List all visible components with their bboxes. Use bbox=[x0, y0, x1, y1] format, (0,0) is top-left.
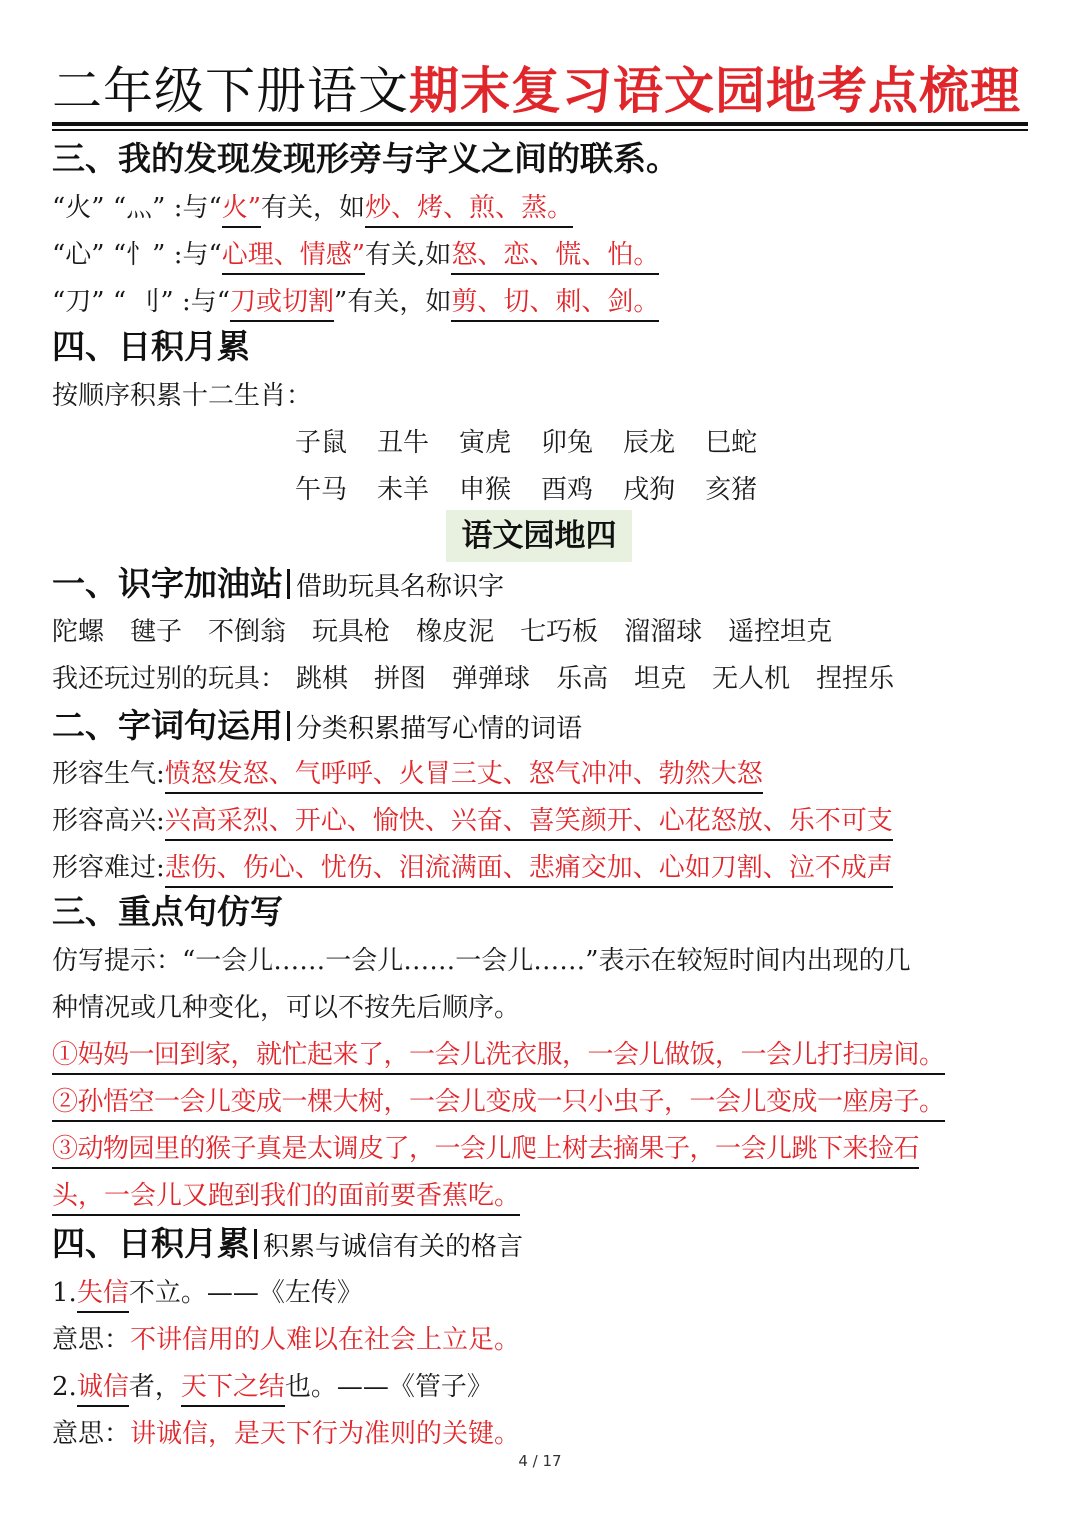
radical-row bbox=[52, 282, 659, 322]
imitation-hint-line-1: 仿写提示：“一会儿……一会儿……一会儿……”表示在较短时间内出现的几 bbox=[52, 946, 911, 976]
example-text: 头，一会儿又跑到我们的面前要香蕉吃。 bbox=[52, 1178, 520, 1216]
zodiac-item: 子鼠 bbox=[295, 428, 348, 458]
heading-divider bbox=[287, 711, 290, 741]
meaning-text: 不讲信用的人难以在社会上立足。 bbox=[130, 1325, 521, 1355]
toy-item: 跳棋 bbox=[296, 664, 349, 694]
radical-examples: 炒、烤、煎、蒸。 bbox=[365, 190, 573, 228]
example-text: ①妈妈一回到家，就忙起来了，一会儿洗衣服，一会儿做饭，一会儿打扫房间。 bbox=[52, 1037, 945, 1075]
literacy-heading bbox=[52, 562, 504, 609]
proverb-answer: 失信 bbox=[77, 1275, 129, 1313]
zodiac-item: 卯兔 bbox=[541, 428, 594, 458]
section-accumulate-heading: 四、日积月累 bbox=[52, 327, 250, 366]
example-sentence-1 bbox=[52, 1032, 945, 1078]
proverb-answer: 诚信 bbox=[77, 1369, 129, 1407]
proverb-number: 2. bbox=[52, 1372, 77, 1402]
zodiac-item: 申猴 bbox=[459, 475, 512, 505]
other-toy-label: 我还玩过别的玩具： bbox=[52, 664, 287, 694]
toy-item: 遥控坦克 bbox=[728, 617, 833, 647]
mood-label: 形容生气: bbox=[52, 759, 165, 789]
toy-item: 不倒翁 bbox=[208, 617, 287, 647]
proverb-2 bbox=[52, 1367, 493, 1407]
radical-mid: ”有关，如 bbox=[334, 287, 452, 317]
zodiac-intro: 按顺序积累十二生肖： bbox=[52, 381, 313, 411]
toy-item: 拼图 bbox=[374, 664, 427, 694]
proverb-mid: 者， bbox=[128, 1372, 181, 1402]
zodiac-item: 辰龙 bbox=[623, 428, 676, 458]
imitation-hint-line-2: 种情况或几种变化，可以不按先后顺序。 bbox=[52, 993, 521, 1023]
mood-label: 形容难过: bbox=[52, 853, 165, 883]
radical-mid: 有关，如 bbox=[261, 193, 366, 223]
zodiac-item: 亥猪 bbox=[705, 475, 758, 505]
zodiac-item: 未羊 bbox=[377, 475, 430, 505]
zodiac-item: 丑牛 bbox=[377, 428, 430, 458]
zodiac-item: 午马 bbox=[295, 475, 348, 505]
example-text: ②孙悟空一会儿变成一棵大树，一会儿变成一只小虫子，一会儿变成一座房子。 bbox=[52, 1084, 945, 1122]
heading-divider bbox=[287, 569, 290, 599]
title-rule-thick bbox=[52, 122, 1028, 126]
radical-examples: 剪、切、刺、剑。 bbox=[451, 284, 659, 322]
radical-answer: 火” bbox=[222, 190, 261, 228]
meaning-label: 意思： bbox=[52, 1419, 131, 1449]
imitation-heading: 三、重点句仿写 bbox=[52, 892, 283, 931]
toy-list bbox=[52, 612, 858, 652]
zodiac-item: 寅虎 bbox=[459, 428, 512, 458]
literacy-subheading: 借助玩具名称识字 bbox=[296, 572, 505, 602]
radical-examples: 怒、恋、慌、怕。 bbox=[451, 237, 659, 275]
zodiac-item: 巳蛇 bbox=[705, 428, 758, 458]
mood-row bbox=[52, 754, 763, 794]
mood-row bbox=[52, 848, 893, 888]
other-toy-list bbox=[52, 659, 920, 699]
mood-label: 形容高兴: bbox=[52, 806, 165, 836]
meaning-label: 意思： bbox=[52, 1325, 131, 1355]
proverb-rest: 也。——《管子》 bbox=[284, 1372, 493, 1402]
example-text: ③动物园里的猴子真是太调皮了，一会儿爬上树去摘果子，一会儿跳下来捡石 bbox=[52, 1131, 919, 1169]
example-sentence-2 bbox=[52, 1079, 945, 1125]
title-part-black: 二年级下册语文 bbox=[52, 62, 409, 120]
page-number: 4 / 17 bbox=[518, 1452, 562, 1470]
proverb-rest: 不立。——《左传》 bbox=[128, 1278, 363, 1308]
toy-item: 七巧板 bbox=[520, 617, 599, 647]
toy-item: 捏捏乐 bbox=[816, 664, 895, 694]
proverb-number: 1. bbox=[52, 1278, 77, 1308]
word-use-heading-text: 二、字词句运用 bbox=[52, 706, 283, 745]
page-title bbox=[52, 60, 1028, 122]
proverb-subheading: 积累与诚信有关的格言 bbox=[263, 1232, 524, 1262]
toy-item: 毽子 bbox=[130, 617, 183, 647]
section-discovery-heading: 三、我的发现发现形旁与字义之间的联系。 bbox=[52, 139, 679, 178]
toy-item: 坦克 bbox=[634, 664, 687, 694]
meaning-text: 讲诚信，是天下行为准则的关键。 bbox=[130, 1419, 521, 1449]
mood-words: 愤怒发怒、气呼呼、火冒三丈、怒气冲冲、勃然大怒 bbox=[165, 756, 763, 794]
toy-item: 陀螺 bbox=[52, 617, 105, 647]
literacy-heading-text: 一、识字加油站 bbox=[52, 564, 283, 603]
toy-item: 弹弹球 bbox=[452, 664, 531, 694]
zodiac-item: 酉鸡 bbox=[541, 475, 594, 505]
title-part-red: 期末复习语文园地考点梳理 bbox=[409, 62, 1021, 120]
zodiac-row-1 bbox=[295, 423, 787, 463]
toy-item: 乐高 bbox=[556, 664, 609, 694]
radical-row bbox=[52, 235, 659, 275]
proverb-answer: 天下之结 bbox=[181, 1369, 285, 1407]
heading-divider bbox=[254, 1229, 257, 1259]
mood-row bbox=[52, 801, 893, 841]
word-use-heading bbox=[52, 704, 582, 751]
toy-item: 溜溜球 bbox=[624, 617, 703, 647]
proverb-2-meaning bbox=[52, 1414, 520, 1454]
zodiac-item: 戌狗 bbox=[623, 475, 676, 505]
radical-row bbox=[52, 188, 573, 228]
mood-words: 兴高采烈、开心、愉快、兴奋、喜笑颜开、心花怒放、乐不可支 bbox=[165, 803, 893, 841]
proverb-1-meaning bbox=[52, 1320, 520, 1360]
radical-mid: 有关,如 bbox=[365, 240, 452, 270]
proverb-heading-text: 四、日积月累 bbox=[52, 1224, 250, 1263]
proverb-heading bbox=[52, 1222, 523, 1269]
zodiac-row-2 bbox=[295, 470, 787, 510]
toy-item: 玩具枪 bbox=[312, 617, 391, 647]
example-sentence-3a bbox=[52, 1126, 919, 1172]
radical-answer: 心理、情感” bbox=[222, 237, 365, 275]
word-use-subheading: 分类积累描写心情的词语 bbox=[296, 714, 583, 744]
radical-answer: 刀或切割 bbox=[230, 284, 334, 322]
garden-section-title: 语文园地四 bbox=[446, 510, 632, 562]
radical-prefix: “火” “灬” :与“ bbox=[52, 193, 222, 223]
radical-prefix: “刀” “ 刂” :与“ bbox=[52, 287, 231, 317]
toy-item: 无人机 bbox=[712, 664, 791, 694]
radical-prefix: “心” “忄” :与“ bbox=[52, 240, 222, 270]
mood-words: 悲伤、伤心、忧伤、泪流满面、悲痛交加、心如刀割、泣不成声 bbox=[165, 850, 893, 888]
example-sentence-3b bbox=[52, 1173, 520, 1219]
title-rule-thin bbox=[52, 129, 1028, 131]
proverb-1 bbox=[52, 1273, 363, 1313]
toy-item: 橡皮泥 bbox=[416, 617, 495, 647]
